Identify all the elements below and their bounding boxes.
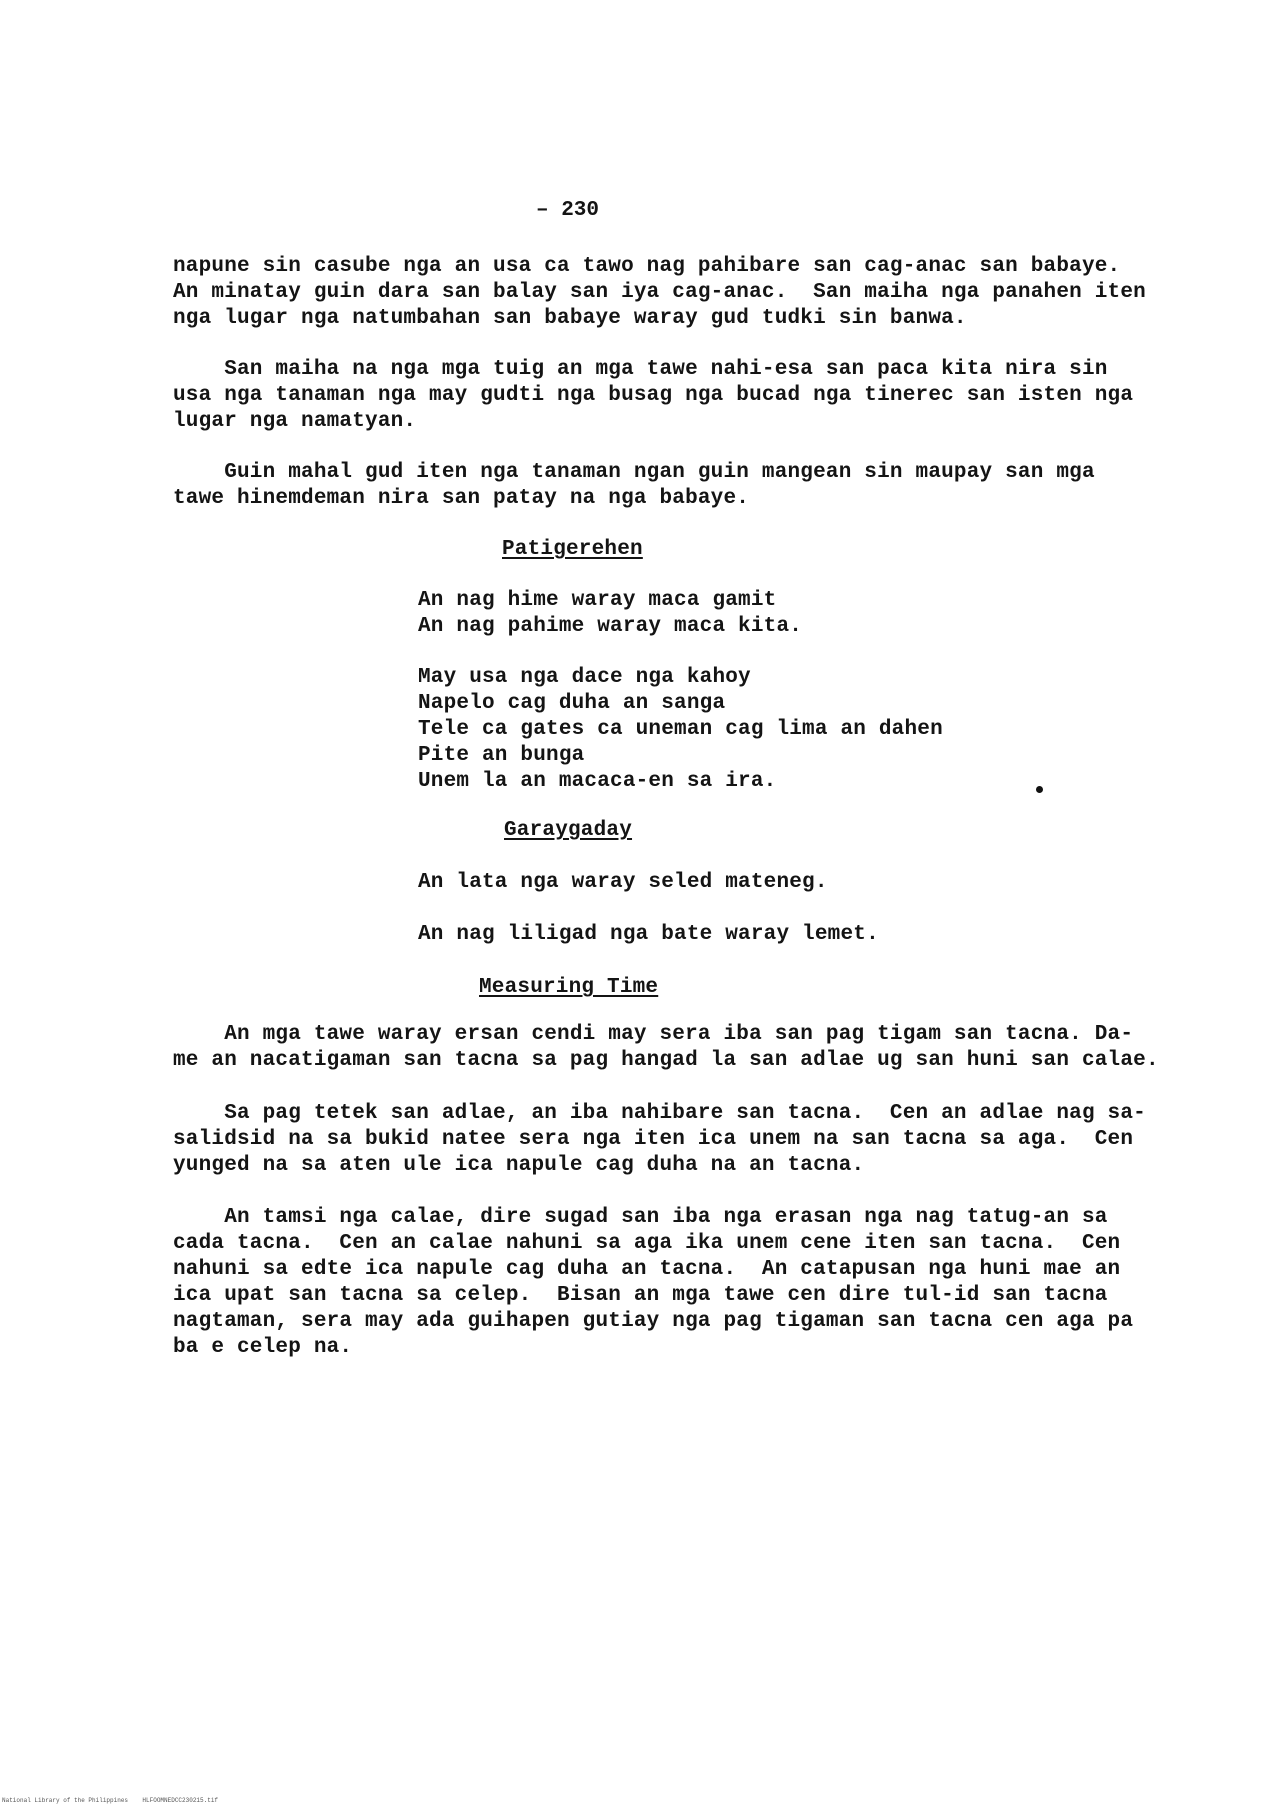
paragraph-6-line: An tamsi nga calae, dire sugad san iba nga erasan nga nag tatug-an sa xyxy=(173,1206,1108,1229)
paragraph-1-line: napune sin casube nga an usa ca tawo nag pahibare san cag-anac san babaye. xyxy=(173,255,1121,278)
riddle-1-line: An nag hime waray maca gamit xyxy=(418,589,777,612)
page-number: – 230 xyxy=(536,199,600,222)
section-heading-patigerehen: Patigerehen xyxy=(502,538,643,561)
riddle-2-line: May usa nga dace nga kahoy xyxy=(418,666,751,689)
paragraph-2-line: San maiha na nga mga tuig an mga tawe nahi-esa san paca kita nira sin xyxy=(173,358,1108,381)
paragraph-1-line: An minatay guin dara san balay san iya cag-anac. San maiha nga panahen iten xyxy=(173,281,1146,304)
paragraph-2-line: lugar nga namatyan. xyxy=(173,410,417,433)
riddle-2-line: Pite an bunga xyxy=(418,744,585,767)
paragraph-3-line: tawe hinemdeman nira san patay na nga babaye. xyxy=(173,487,750,510)
paragraph-5-line: yunged na sa aten ule ica napule cag duha na an tacna. xyxy=(173,1154,865,1177)
ink-speck xyxy=(1036,786,1043,793)
paragraph-4-line: An mga tawe waray ersan cendi may sera iba san pag tigam san tacna. Da- xyxy=(173,1023,1134,1046)
paragraph-6-line: nagtaman, sera may ada guihapen gutiay nga pag tigaman san tacna cen aga pa xyxy=(173,1310,1134,1333)
footer-caption: National Library of the Philippines HLFOOMNEDCC230215.tif xyxy=(2,1797,219,1804)
riddle-1-line: An nag pahime waray maca kita. xyxy=(418,615,803,638)
paragraph-6-line: ba e celep na. xyxy=(173,1336,353,1359)
riddle-2-line: Unem la an macaca-en sa ira. xyxy=(418,770,777,793)
paragraph-5-line: Sa pag tetek san adlae, an iba nahibare san tacna. Cen an adlae nag sa- xyxy=(173,1102,1146,1125)
paragraph-5-line: salidsid na sa bukid natee sera nga iten ica unem na san tacna sa aga. Cen xyxy=(173,1128,1134,1151)
paragraph-3-line: Guin mahal gud iten nga tanaman ngan guin mangean sin maupay san mga xyxy=(173,461,1095,484)
paragraph-6-line: cada tacna. Cen an calae nahuni sa aga ika unem cene iten san tacna. Cen xyxy=(173,1232,1121,1255)
paragraph-2-line: usa nga tanaman nga may gudti nga busag nga bucad nga tinerec san isten nga xyxy=(173,384,1134,407)
paragraph-1-line: nga lugar nga natumbahan san babaye waray gud tudki sin banwa. xyxy=(173,307,967,330)
paragraph-4-line: me an nacatigaman san tacna sa pag hangad la san adlae ug san huni san calae. xyxy=(173,1049,1159,1072)
saying-line: An nag liligad nga bate waray lemet. xyxy=(418,923,879,946)
saying-line: An lata nga waray seled mateneg. xyxy=(418,871,828,894)
section-heading-measuring-time: Measuring Time xyxy=(479,976,659,999)
riddle-2-line: Napelo cag duha an sanga xyxy=(418,692,726,715)
paragraph-6-line: nahuni sa edte ica napule cag duha an tacna. An catapusan nga huni mae an xyxy=(173,1258,1121,1281)
riddle-2-line: Tele ca gates ca uneman cag lima an dahen xyxy=(418,718,943,741)
section-heading-garaygaday: Garaygaday xyxy=(504,819,633,842)
paragraph-6-line: ica upat san tacna sa celep. Bisan an mga tawe cen dire tul-id san tacna xyxy=(173,1284,1108,1307)
